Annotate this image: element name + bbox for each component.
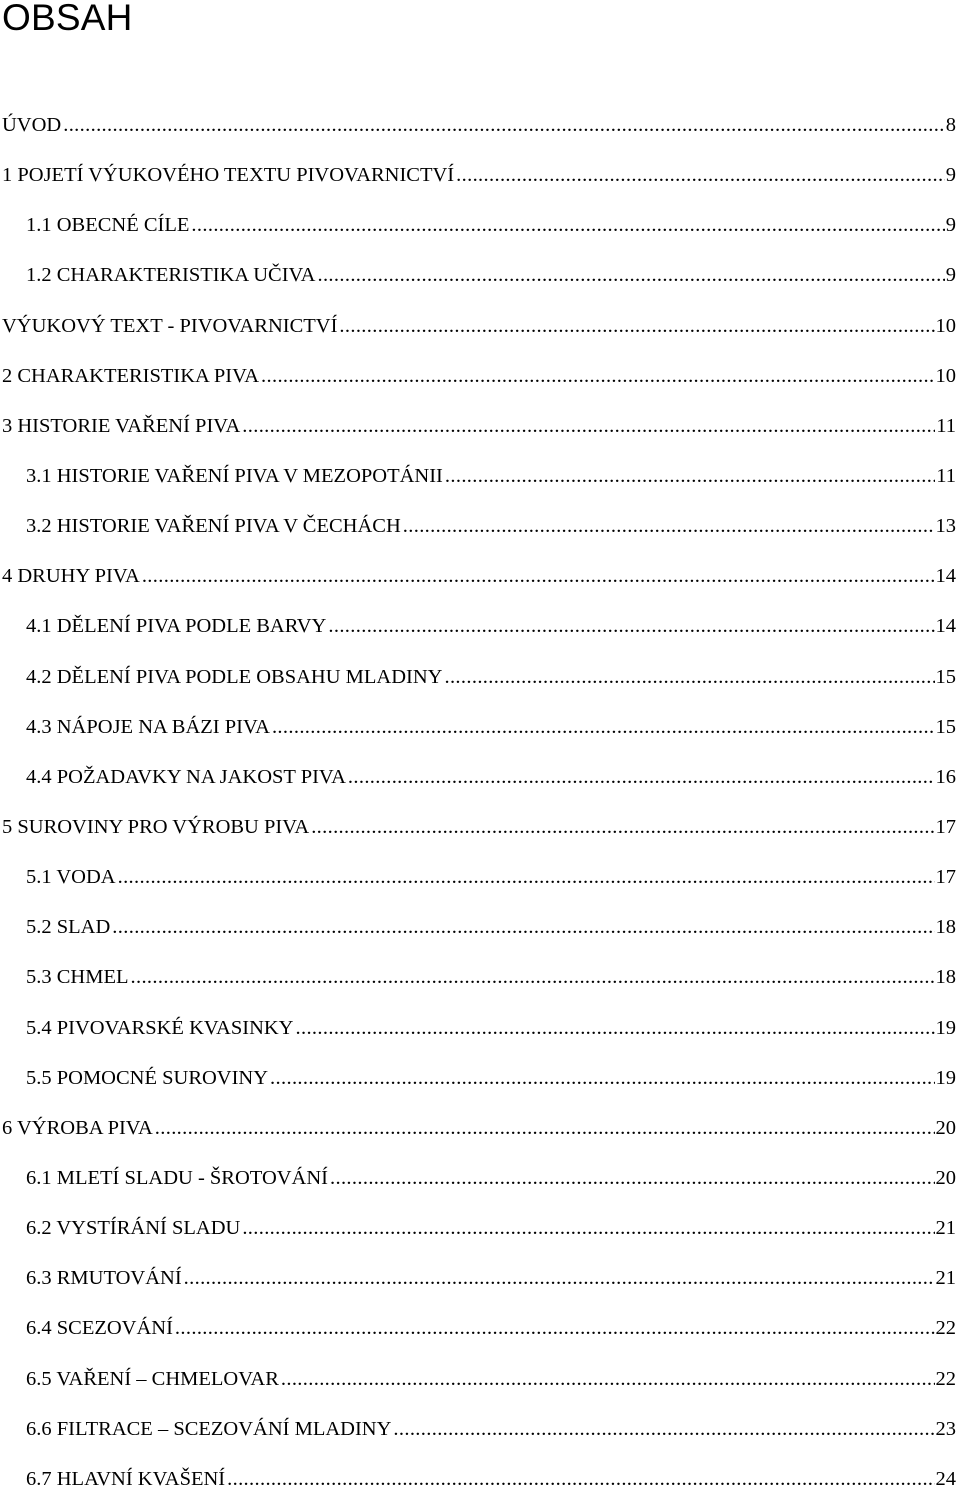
toc-page-number: 11 xyxy=(936,451,960,501)
toc-entry[interactable] xyxy=(0,952,960,1002)
toc-entry[interactable] xyxy=(0,1303,960,1353)
toc-dot-leader xyxy=(281,1354,935,1404)
toc-page-number: 9 xyxy=(946,250,960,300)
toc-dot-leader xyxy=(444,652,934,702)
toc-entry[interactable] xyxy=(0,1253,960,1303)
toc-page-number: 15 xyxy=(936,652,960,702)
toc-page-number: 14 xyxy=(936,551,960,601)
toc-dot-leader xyxy=(296,1003,935,1053)
toc-entry[interactable] xyxy=(0,150,960,200)
toc-dot-leader xyxy=(348,752,935,802)
toc-page-number: 22 xyxy=(936,1303,960,1353)
toc-entry-title: 3 HISTORIE VAŘENÍ PIVA xyxy=(2,401,240,451)
toc-dot-leader xyxy=(191,200,944,250)
toc-entry-title: 5.1 VODA xyxy=(26,852,116,902)
toc-page-number: 10 xyxy=(936,351,960,401)
toc-page-number: 23 xyxy=(936,1404,960,1454)
toc-page-number: 19 xyxy=(936,1003,960,1053)
toc-entry[interactable] xyxy=(0,802,960,852)
toc-entry[interactable] xyxy=(0,551,960,601)
toc-dot-leader xyxy=(131,952,935,1002)
toc-dot-leader xyxy=(63,100,945,150)
toc-page-number: 24 xyxy=(936,1454,960,1504)
toc-entry[interactable] xyxy=(0,451,960,501)
toc-page-number: 16 xyxy=(936,752,960,802)
toc-dot-leader xyxy=(112,902,934,952)
toc-entry[interactable] xyxy=(0,1354,960,1404)
toc-entry-title: 5.5 POMOCNÉ SUROVINY xyxy=(26,1053,268,1103)
toc-entry-title: 1 POJETÍ VÝUKOVÉHO TEXTU PIVOVARNICTVÍ xyxy=(2,150,454,200)
toc-page-number: 19 xyxy=(936,1053,960,1103)
toc-entry-title: 6.4 SCEZOVÁNÍ xyxy=(26,1303,173,1353)
toc-entry[interactable] xyxy=(0,702,960,752)
toc-entry[interactable] xyxy=(0,1103,960,1153)
toc-entry-title: 6.7 HLAVNÍ KVAŠENÍ xyxy=(26,1454,225,1504)
toc-dot-leader xyxy=(456,150,945,200)
toc-page-number: 22 xyxy=(936,1354,960,1404)
toc-entry-title: 4.4 POŽADAVKY NA JAKOST PIVA xyxy=(26,752,346,802)
toc-page-number: 18 xyxy=(936,902,960,952)
toc-page-number: 20 xyxy=(936,1153,960,1203)
toc-entry[interactable] xyxy=(0,301,960,351)
toc-entry[interactable] xyxy=(0,601,960,651)
toc-page-number: 21 xyxy=(936,1203,960,1253)
toc-entry-title: 6 VÝROBA PIVA xyxy=(2,1103,153,1153)
toc-entry-title: ÚVOD xyxy=(2,100,61,150)
toc-entry-title: 6.5 VAŘENÍ – CHMELOVAR xyxy=(26,1354,279,1404)
toc-entry-title: 1.1 OBECNÉ CÍLE xyxy=(26,200,189,250)
toc-entry[interactable] xyxy=(0,652,960,702)
toc-dot-leader xyxy=(155,1103,935,1153)
toc-entry[interactable] xyxy=(0,100,960,150)
toc-entry-title: 6.2 VYSTÍRÁNÍ SLADU xyxy=(26,1203,240,1253)
toc-entry[interactable] xyxy=(0,1404,960,1454)
toc-entry-title: 4.1 DĚLENÍ PIVA PODLE BARVY xyxy=(26,601,326,651)
toc-dot-leader xyxy=(445,451,935,501)
toc-entry[interactable] xyxy=(0,401,960,451)
toc-page-number: 18 xyxy=(936,952,960,1002)
toc-entry-title: 6.6 FILTRACE – SCEZOVÁNÍ MLADINY xyxy=(26,1404,391,1454)
toc-dot-leader xyxy=(311,802,934,852)
toc-entry[interactable] xyxy=(0,852,960,902)
toc-dot-leader xyxy=(330,1153,935,1203)
toc-dot-leader xyxy=(328,601,934,651)
toc-page-number: 17 xyxy=(936,802,960,852)
toc-dot-leader xyxy=(261,351,934,401)
toc-page-number: 8 xyxy=(946,100,960,150)
toc-entry[interactable] xyxy=(0,902,960,952)
page-title: OBSAH xyxy=(2,0,133,40)
toc-entry-title: 3.2 HISTORIE VAŘENÍ PIVA V ČECHÁCH xyxy=(26,501,401,551)
table-of-contents xyxy=(0,100,960,1504)
toc-page-number: 13 xyxy=(936,501,960,551)
toc-entry-title: 5.2 SLAD xyxy=(26,902,110,952)
toc-dot-leader xyxy=(118,852,935,902)
toc-entry-title: 5.4 PIVOVARSKÉ KVASINKY xyxy=(26,1003,294,1053)
toc-page-number: 11 xyxy=(936,401,960,451)
toc-dot-leader xyxy=(270,1053,934,1103)
toc-entry-title: 1.2 CHARAKTERISTIKA UČIVA xyxy=(26,250,315,300)
toc-entry[interactable] xyxy=(0,1003,960,1053)
toc-entry-title: 5.3 CHMEL xyxy=(26,952,129,1002)
toc-dot-leader xyxy=(272,702,935,752)
toc-dot-leader xyxy=(242,1203,934,1253)
toc-page-number: 15 xyxy=(936,702,960,752)
toc-dot-leader xyxy=(242,401,935,451)
toc-entry-title: 4.3 NÁPOJE NA BÁZI PIVA xyxy=(26,702,270,752)
toc-entry[interactable] xyxy=(0,501,960,551)
toc-entry[interactable] xyxy=(0,250,960,300)
toc-page-number: 14 xyxy=(936,601,960,651)
toc-entry-title: VÝUKOVÝ TEXT - PIVOVARNICTVÍ xyxy=(2,301,337,351)
toc-entry-title: 2 CHARAKTERISTIKA PIVA xyxy=(2,351,259,401)
toc-entry-title: 6.1 MLETÍ SLADU - ŠROTOVÁNÍ xyxy=(26,1153,328,1203)
toc-page-number: 9 xyxy=(946,200,960,250)
toc-dot-leader xyxy=(393,1404,934,1454)
toc-page-number: 10 xyxy=(936,301,960,351)
toc-entry[interactable] xyxy=(0,200,960,250)
toc-entry-title: 4 DRUHY PIVA xyxy=(2,551,140,601)
toc-entry[interactable] xyxy=(0,752,960,802)
toc-page-number: 17 xyxy=(936,852,960,902)
toc-entry[interactable] xyxy=(0,1053,960,1103)
toc-entry-title: 6.3 RMUTOVÁNÍ xyxy=(26,1253,182,1303)
toc-dot-leader xyxy=(184,1253,935,1303)
toc-dot-leader xyxy=(175,1303,935,1353)
toc-entry-title: 5 SUROVINY PRO VÝROBU PIVA xyxy=(2,802,309,852)
toc-page-number: 20 xyxy=(936,1103,960,1153)
toc-entry[interactable] xyxy=(0,351,960,401)
toc-dot-leader xyxy=(227,1454,934,1504)
toc-dot-leader xyxy=(339,301,934,351)
toc-dot-leader xyxy=(317,250,944,300)
toc-entry-title: 3.1 HISTORIE VAŘENÍ PIVA V MEZOPOTÁNII xyxy=(26,451,443,501)
toc-page-number: 21 xyxy=(936,1253,960,1303)
toc-page-number: 9 xyxy=(946,150,960,200)
toc-entry[interactable] xyxy=(0,1153,960,1203)
toc-dot-leader xyxy=(142,551,935,601)
toc-entry[interactable] xyxy=(0,1203,960,1253)
toc-entry[interactable] xyxy=(0,1454,960,1504)
toc-entry-title: 4.2 DĚLENÍ PIVA PODLE OBSAHU MLADINY xyxy=(26,652,442,702)
toc-dot-leader xyxy=(403,501,935,551)
